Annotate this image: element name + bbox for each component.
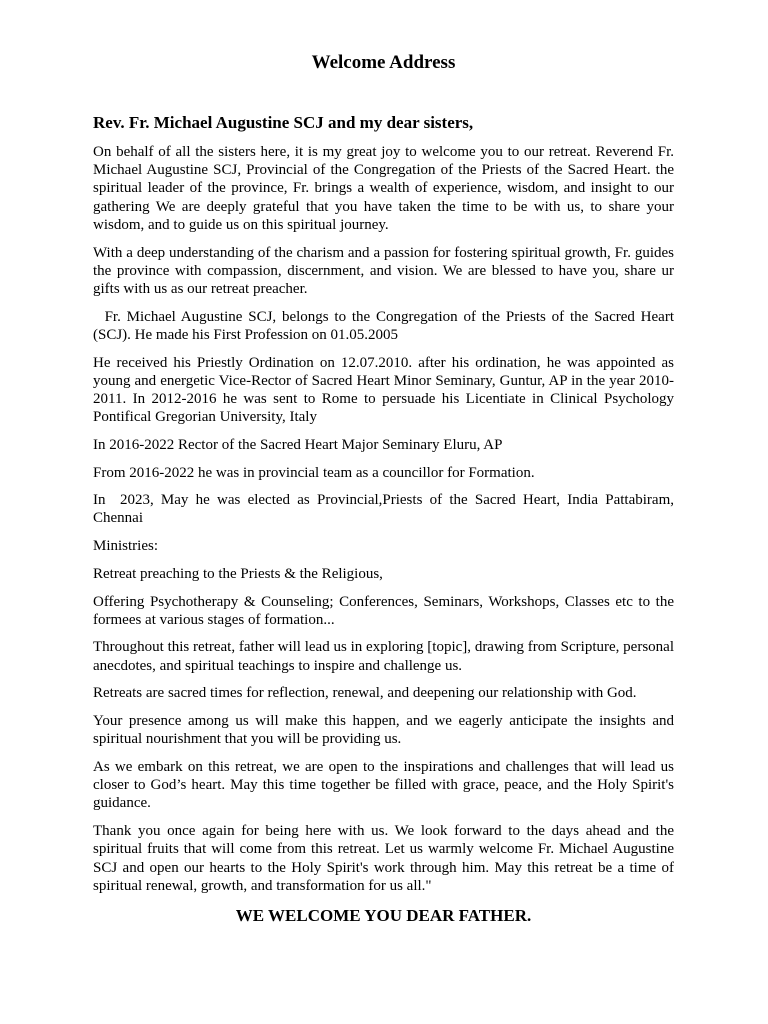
salutation: Rev. Fr. Michael Augustine SCJ and my dear sisters, [93,113,474,132]
paragraph-throughout: Throughout this retreat, father will lead us in exploring [topic], drawing from Scripture, personal anecdotes, and spiritual teachings to inspire and challenge us. [93,639,674,674]
closing-line: WE WELCOME YOU DEAR FATHER. [235,906,532,925]
paragraph-ministry-counseling: Offering Psychotherapy & Counseling; Conferences, Seminars, Workshops, Classes etc to the formees at various stages of formation... [93,593,674,628]
paragraph-ordination: He received his Priestly Ordination on 12.07.2010. after his ordination, he was appointed as young and energetic Vice-Rector of Sacred Heart Minor Seminary, Guntur, AP in the year 2010-2011. In 2012-2016 he was sent to Rome to persuade his Licentiate in Clinical Psychology Pontifical Gregorian University, Italy [93,354,674,426]
document-title: Welcome Address [311,52,456,73]
paragraph-congregation: Fr. Michael Augustine SCJ, belongs to the Congregation of the Priests of the Sacred Heart (SCJ). He made his First Profession on 01.05.2005 [93,308,678,343]
paragraph-presence: Your presence among us will make this happen, and we eagerly anticipate the insights and spiritual nourishment that you will be providing us. [93,713,674,748]
paragraph-retreats: Retreats are sacred times for reflection, renewal, and deepening our relationship with God. [93,685,637,702]
paragraph-charism: With a deep understanding of the charism and a passion for fostering spiritual growth, Fr. guides the province with compassion, discernment, and vision. We are blessed to have you, share ur gifts with us as our retreat preacher. [93,244,674,297]
paragraph-ministry-retreat: Retreat preaching to the Priests & the Religious, [93,565,383,582]
paragraph-councillor: From 2016-2022 he was in provincial team as a councillor for Formation. [93,464,535,481]
paragraph-thanks: Thank you once again for being here with us. We look forward to the days ahead and the spiritual fruits that will come from this retreat. Let us warmly welcome Fr. Michael Augustine SCJ and open our hearts to the Holy Spirit's work through him. May this retreat be a time of spiritual renewal, growth, and transformation for us all." [93,823,674,894]
paragraph-welcome: On behalf of all the sisters here, it is my great joy to welcome you to our retreat. Reverend Fr. Michael Augustine SCJ, Provincial of the Congregation of the Priests of the Sacred Heart. the spiritual leader of the province, Fr. brings a wealth of experience, wisdom, and insight to our gathering We are deeply grateful that you have taken the time to be with us, to share your wisdom, and to guide us on this spiritual journey. [93,144,674,233]
paragraph-provincial: In 2023, May he was elected as Provincial,Priests of the Sacred Heart, India Pattabiram, Chennai [93,492,678,527]
paragraph-ministries-heading: Ministries: [93,538,159,555]
paragraph-rector: In 2016-2022 Rector of the Sacred Heart Major Seminary Eluru, AP [93,436,503,453]
paragraph-list [93,143,678,904]
paragraph-embark: As we embark on this retreat, we are open to the inspirations and challenges that will lead us closer to God’s heart. May this time together be filled with grace, peace, and the Holy Spirit's guidance. [93,758,674,812]
